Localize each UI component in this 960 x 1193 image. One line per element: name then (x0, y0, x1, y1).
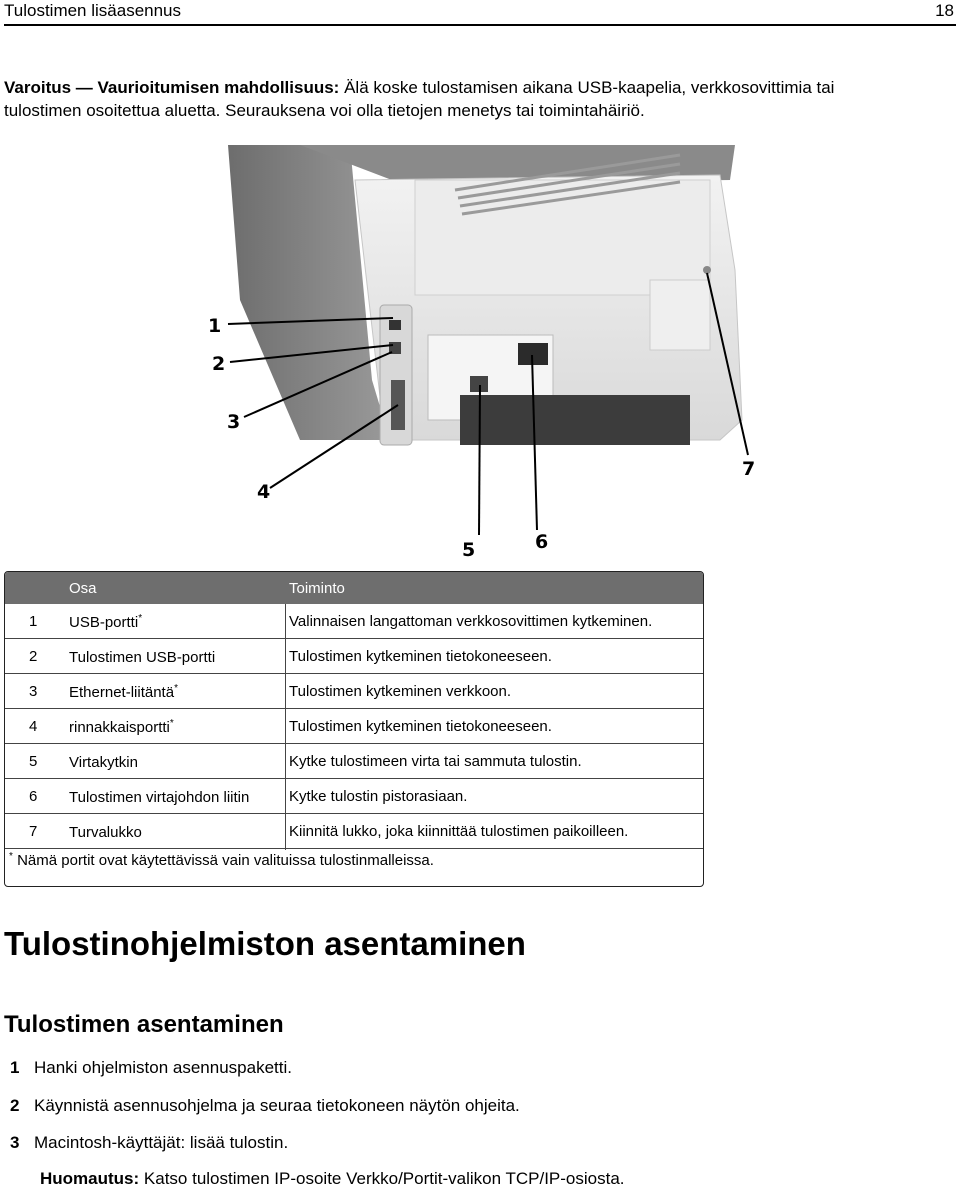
side-cover (650, 280, 710, 350)
row-part: Tulostimen virtajohdon liitin (69, 789, 250, 806)
row-num: 2 (29, 648, 38, 665)
section-title: Tulostinohjelmiston asentaminen (4, 925, 526, 962)
row-func: Kytke tulostin pistorasiaan. (289, 788, 468, 805)
callout-3: 3 (227, 411, 241, 433)
table-row (5, 814, 703, 849)
row-num: 7 (29, 823, 38, 840)
warning-body: Älä koske tulostamisen aikana USB-kaapelia, verkkosovittimia tai (344, 78, 835, 97)
table-row (5, 674, 703, 709)
row-num: 5 (29, 753, 38, 770)
list-item: 1 Hanki ohjelmiston asennuspaketti. (10, 1058, 292, 1077)
table-row (5, 639, 703, 674)
note-label: Huomautus: (40, 1169, 140, 1188)
row-part: Virtakytkin (69, 754, 138, 771)
row-num: 3 (29, 683, 38, 700)
ports-table (4, 571, 704, 887)
row-part: Turvalukko (69, 824, 142, 841)
row-func: Tulostimen kytkeminen verkkoon. (289, 683, 512, 700)
table-footnote: * Nämä portit ovat käytettävissä vain valituissa tulostinmalleissa. (9, 851, 434, 869)
warning-body-2: tulostimen osoitettua aluetta. Seurauksena voi olla tietojen menetys tai toimintahäiriö. (4, 101, 645, 120)
table-row (5, 709, 703, 744)
printer-rear-illustration (0, 140, 960, 560)
warning-label: Varoitus — Vaurioitumisen mahdollisuus: (4, 78, 340, 97)
row-func: Kytke tulostimeen virta tai sammuta tulostin. (289, 753, 582, 770)
header-title: Tulostimen lisäasennus (4, 1, 182, 20)
callout-5: 5 (462, 539, 476, 560)
callout-1: 1 (208, 315, 222, 337)
callout-6: 6 (535, 531, 549, 553)
list-item: 2 Käynnistä asennusohjelma ja seuraa tietokoneen näytön ohjeita. (10, 1096, 520, 1115)
row-func: Tulostimen kytkeminen tietokoneeseen. (289, 648, 552, 665)
row-part: Tulostimen USB-portti (69, 649, 216, 666)
page-header (4, 0, 956, 26)
table-row (5, 779, 703, 814)
row-func: Kiinnitä lukko, joka kiinnittää tulostimen paikoilleen. (289, 823, 629, 840)
subsection-title: Tulostimen asentaminen (4, 1011, 284, 1038)
usb-port-1 (389, 320, 401, 330)
header-osa: Osa (69, 580, 97, 597)
row-part: rinnakkaisportti* (69, 718, 174, 736)
table-row (5, 604, 703, 639)
lock-slot (703, 266, 711, 274)
table-header (5, 572, 703, 604)
list-item: 3 Macintosh-käyttäjät: lisää tulostin. (10, 1133, 289, 1152)
row-func: Valinnaisen langattoman verkkosovittimen kytkeminen. (289, 613, 653, 630)
callout-2: 2 (212, 353, 226, 375)
row-num: 4 (29, 718, 38, 735)
warning-text (4, 76, 924, 122)
row-part: USB-portti* (69, 613, 143, 631)
row-num: 6 (29, 788, 38, 805)
row-part: Ethernet-liitäntä* (69, 683, 178, 701)
row-func: Tulostimen kytkeminen tietokoneeseen. (289, 718, 552, 735)
page-number: 18 (935, 1, 954, 20)
rear-lower-duplex (460, 395, 690, 445)
header-toiminto: Toiminto (289, 580, 345, 597)
table-row (5, 744, 703, 779)
callout-7: 7 (742, 458, 756, 480)
row-num: 1 (29, 613, 38, 630)
callout-4: 4 (257, 481, 271, 503)
note-text: Huomautus: Katso tulostimen IP-osoite Verkko/Portit-valikon TCP/IP-osiosta. (40, 1169, 625, 1188)
